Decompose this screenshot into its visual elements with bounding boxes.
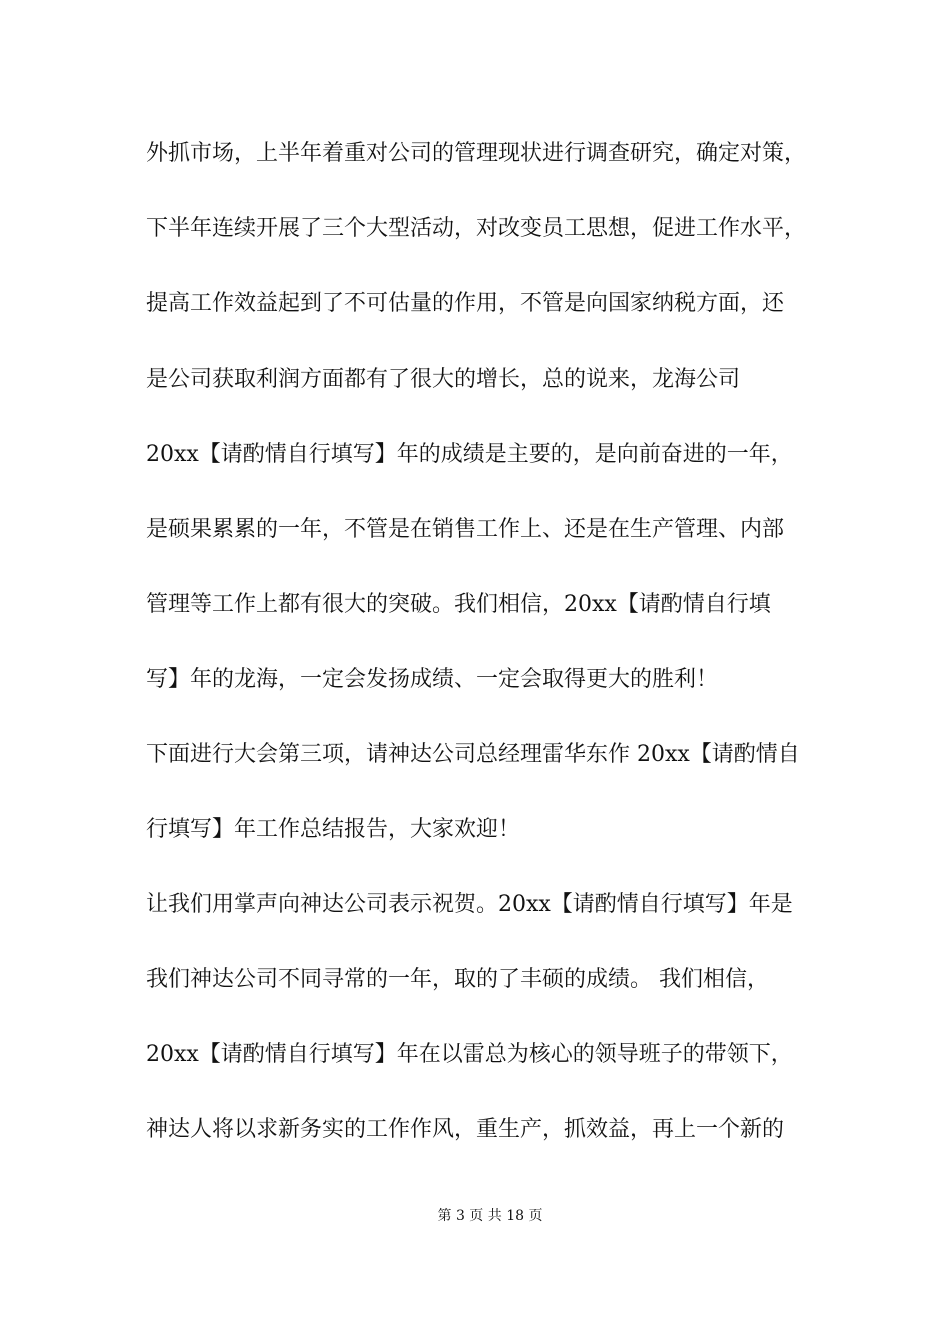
text-line-6: 是硕果累累的一年，不管是在销售工作上、还是在生产管理、内部	[146, 517, 785, 542]
text-line-5: 20xx【请酌情自行填写】年的成绩是主要的，是向前奋进的一年，	[146, 442, 793, 467]
text-line-2: 下半年连续开展了三个大型活动，对改变员工思想，促进工作水平，	[146, 216, 807, 241]
text-line-9: 下面进行大会第三项，请神达公司总经理雷华东作 20xx【请酌情自	[146, 742, 800, 767]
text-line-14: 神达人将以求新务实的工作作风，重生产，抓效益，再上一个新的	[146, 1117, 785, 1142]
text-line-3: 提高工作效益起到了不可估量的作用，不管是向国家纳税方面，还	[146, 291, 785, 316]
text-line-10: 行填写】年工作总结报告，大家欢迎！	[146, 817, 521, 842]
text-line-7: 管理等工作上都有很大的突破。我们相信，20xx【请酌情自行填	[146, 592, 771, 617]
text-line-13: 20xx【请酌情自行填写】年在以雷总为核心的领导班子的带领下，	[146, 1042, 793, 1067]
text-line-8: 写】年的龙海，一定会发扬成绩、一定会取得更大的胜利！	[146, 667, 719, 692]
text-line-11: 让我们用掌声向神达公司表示祝贺。20xx【请酌情自行填写】年是	[146, 892, 793, 917]
text-line-1: 外抓市场，上半年着重对公司的管理现状进行调查研究，确定对策，	[146, 141, 807, 166]
text-line-4: 是公司获取利润方面都有了很大的增长，总的说来，龙海公司	[146, 367, 741, 392]
text-line-12: 我们神达公司不同寻常的一年，取的了丰硕的成绩。 我们相信，	[146, 967, 769, 992]
page-number-footer: 第 3 页 共 18 页	[437, 1208, 543, 1224]
